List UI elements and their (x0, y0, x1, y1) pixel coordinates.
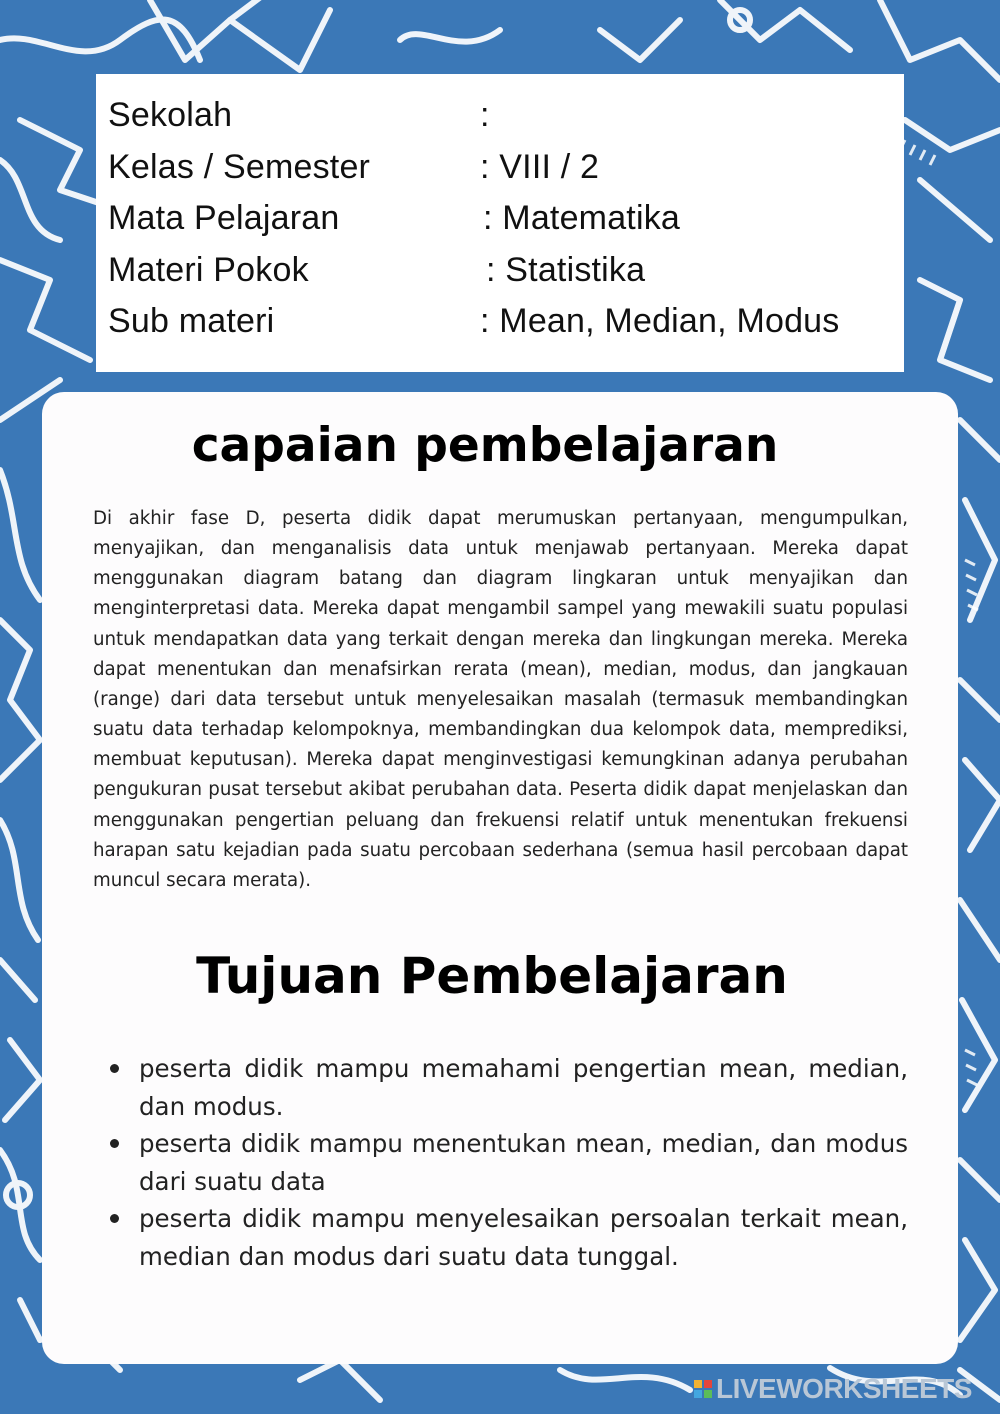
tujuan-title: Tujuan Pembelajaran (196, 947, 788, 1005)
capaian-title: capaian pembelajaran (191, 418, 779, 473)
logo-square (694, 1390, 702, 1398)
list-item (106, 1050, 908, 1125)
info-value: : (480, 96, 490, 134)
info-label: Sub materi (108, 302, 275, 340)
content-card (42, 392, 958, 1364)
liveworksheets-logo-icon (694, 1380, 712, 1398)
list-item-text: peserta didik mampu menyelesaikan persoalan terkait mean, median dan modus dari suatu data tunggal. (139, 1204, 908, 1271)
info-row-mata-pelajaran (108, 199, 904, 251)
info-card (96, 74, 904, 372)
info-value: : Matematika (483, 199, 681, 237)
info-label: Materi Pokok (108, 250, 309, 289)
info-row-sekolah (108, 96, 904, 148)
info-row-materi-pokok (108, 251, 904, 303)
list-item-text: peserta didik mampu menentukan mean, median, dan modus dari suatu data (139, 1129, 908, 1196)
info-row-sub-materi (108, 302, 904, 354)
list-item (106, 1125, 908, 1200)
list-item (106, 1200, 908, 1275)
liveworksheets-logo-text: LIVEWORKSHEETS (716, 1373, 972, 1404)
liveworksheets-logo[interactable] (694, 1374, 972, 1404)
bullet-icon (110, 1214, 119, 1223)
bullet-icon (110, 1139, 119, 1148)
info-value: : VIII / 2 (480, 147, 600, 186)
info-row-kelas-semester (108, 148, 904, 200)
logo-square (694, 1380, 702, 1388)
logo-square (704, 1380, 712, 1388)
list-item-text: peserta didik mampu memahami pengertian mean, median, dan modus. (139, 1054, 908, 1121)
info-value: : Statistika (486, 250, 646, 289)
info-value: : Mean, Median, Modus (480, 302, 840, 340)
tujuan-list (106, 1050, 908, 1275)
info-label: Kelas / Semester (108, 147, 371, 186)
info-label: Mata Pelajaran (108, 199, 340, 237)
capaian-text: Di akhir fase D, peserta didik dapat merumuskan pertanyaan, mengumpulkan, menyajikan, dan menganalisis data untuk menjawab pertanyaan. Mereka dapat menggunakan diagram batang dan diagram lingkaran untuk menyajikan dan menginterpretasi data. Mereka dapat mengambil sampel yang mewakili suatu populasi untuk mendapatkan data yang terkait dengan mereka dan lingkungan mereka. Mereka dapat menentukan dan menafsirkan rerata (mean), median, modus, dan jangkauan (range) dari data tersebut untuk menyelesaikan masalah (termasuk membandingkan suatu data terhadap kelompoknya, membandingkan dua kelompok data, memprediksi, membuat keputusan). Mereka dapat menginvestigasi kemungkinan adanya perubahan pengukuran pusat tersebut akibat perubahan data. Peserta didik dapat menjelaskan dan menggunakan pengertian peluang dan frekuensi relatif untuk menentukan frekuensi harapan satu kejadian pada suatu percobaan sederhana (semua hasil percobaan dapat muncul secara merata). (93, 508, 908, 891)
logo-square (704, 1390, 712, 1398)
info-label: Sekolah (108, 96, 233, 134)
bullet-icon (110, 1064, 119, 1073)
